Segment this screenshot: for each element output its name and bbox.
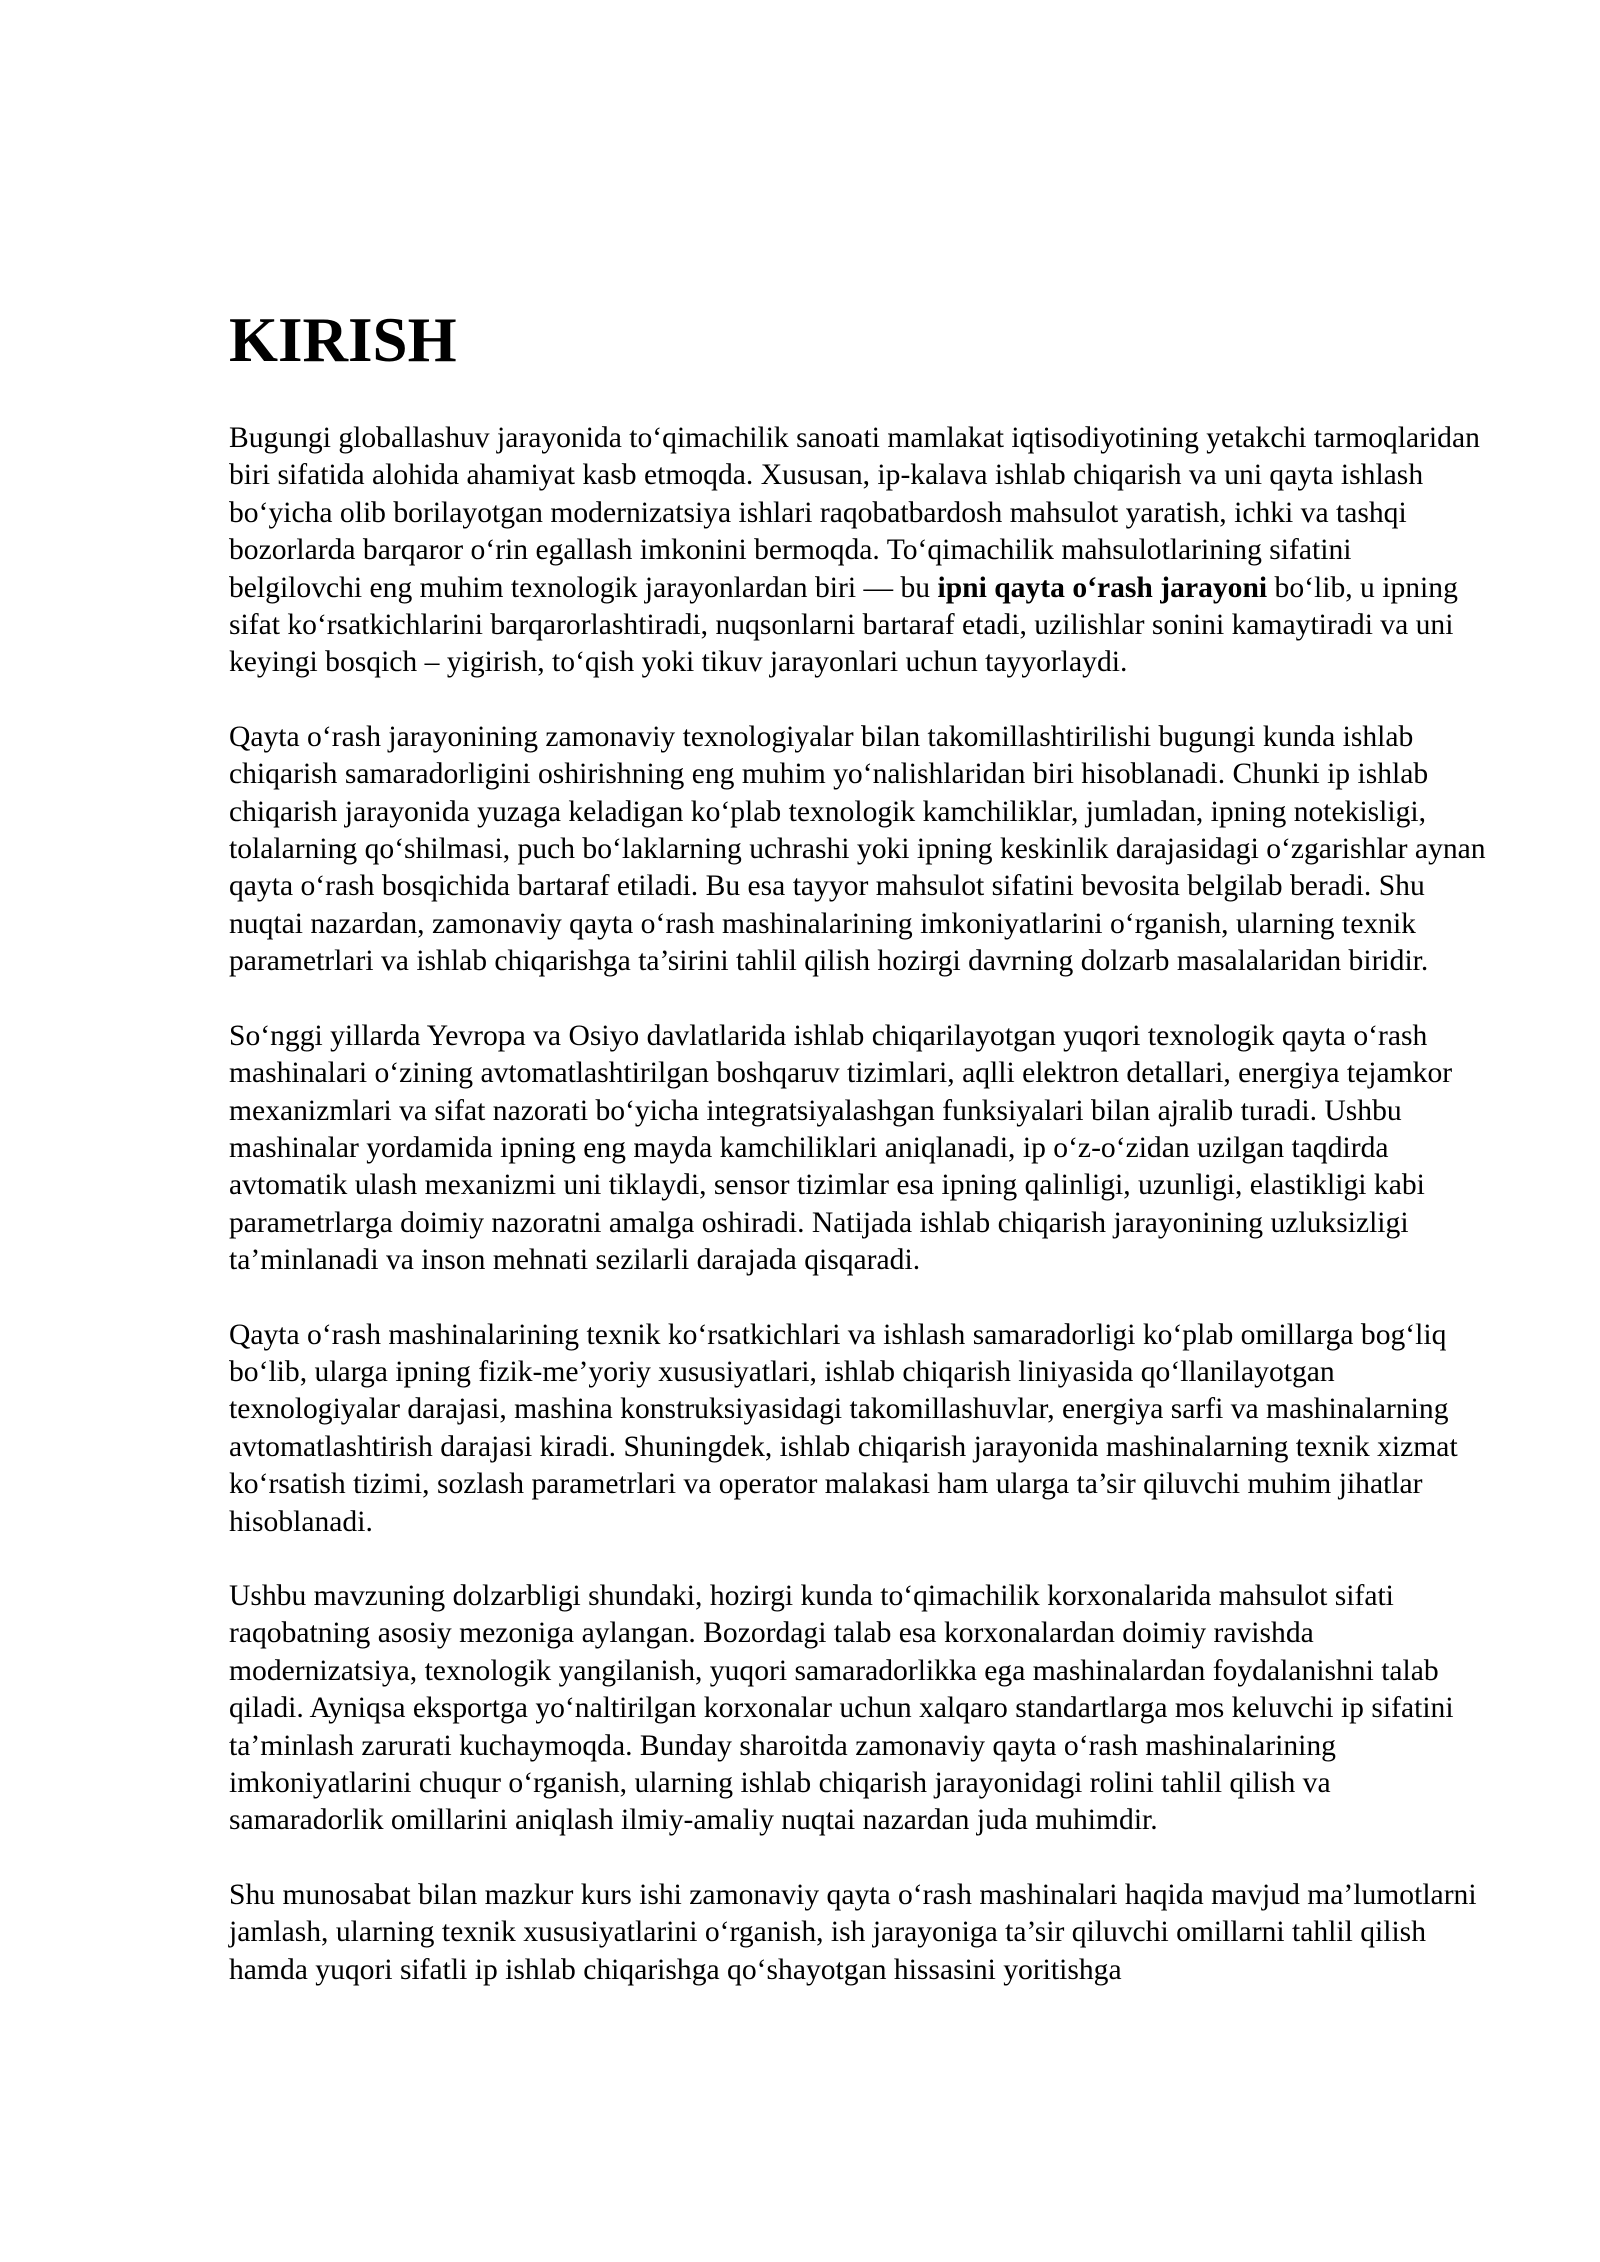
page-title: KIRISH: [229, 305, 457, 375]
paragraph-5: Ushbu mavzuning dolzarbligi shundaki, hozirgi kunda to‘qimachilik korxonalarida mahsulot sifati raqobatning asosiy mezoniga aylangan. Bozordagi talab esa korxonalardan doimiy ravishda modernizatsiya, texnologik yangilanish, yuqori samaradorlikka ega mashinalardan foydalanishni talab qiladi. Ayniqsa eksportga yo‘naltirilgan korxonalar uchun xalqaro standartlarga mos keluvchi ip sifatini ta’minlash zarurati kuchaymoqda. Bunday sharoitda zamonaviy qayta o‘rash mashinalarining imkoniyatlarini chuqur o‘rganish, ularning ishlab chiqarish jarayonidagi rolini tahlil qilish va samaradorlik omillarini aniqlash ilmiy-amaliy nuqtai nazardan juda muhimdir.: [229, 1579, 1454, 1837]
document-page: [229, 300, 1489, 2026]
paragraph-1-bold-term: ipni qayta o‘rash jarayoni: [937, 571, 1268, 604]
paragraph-1-text-before: Bugungi globallashuv jarayonida to‘qimachilik sanoati mamlakat iqtisodiyotining yetakchi tarmoqlaridan biri sifatida alohida ahamiyat kasb etmoqda. Xususan, ip-kalava ishlab chiqarish va uni qayta ishlash bo‘yicha olib borilayotgan modernizatsiya ishlari raqobatbardosh mahsulot yaratish, ichki va tashqi bozorlarda barqaror o‘rin egallash imkonini bermoqda. To‘qimachilik mahsulotlarining sifatini belgilovchi eng muhim texnologik jarayonlardan biri — bu: [229, 422, 1480, 604]
paragraph-4: Qayta o‘rash mashinalarining texnik ko‘rsatkichlari va ishlash samaradorligi ko‘plab omillarga bog‘liq bo‘lib, ularga ipning fizik-me’yoriy xususiyatlari, ishlab chiqarish liniyasida qo‘llanilayotgan texnologiyalar darajasi, mashina konstruksiyasidagi takomillashuvlar, energiya sarfi va mashinalarning avtomatlashtirish darajasi kiradi. Shuningdek, ishlab chiqarish jarayonida mashinalarning texnik xizmat ko‘rsatish tizimi, sozlash parametrlari va operator malakasi ham ularga ta’sir qiluvchi muhim jihatlar hisoblanadi.: [229, 1318, 1458, 1538]
paragraph-6: Shu munosabat bilan mazkur kurs ishi zamonaviy qayta o‘rash mashinalari haqida mavjud ma’lumotlarni jamlash, ularning texnik xususiyatlarini o‘rganish, ish jarayoniga ta’sir qiluvchi omillarni tahlil qilish hamda yuqori sifatli ip ishlab chiqarishga qo‘shayotgan hissasini yoritishga: [229, 1878, 1477, 1986]
paragraph-3: So‘nggi yillarda Yevropa va Osiyo davlatlarida ishlab chiqarilayotgan yuqori texnologik qayta o‘rash mashinalari o‘zining avtomatlashtirilgan boshqaruv tizimlari, aqlli elektron detallari, energiya tejamkor mexanizmlari va sifat nazorati bo‘yicha integratsiyalashgan funksiyalari bilan ajralib turadi. Ushbu mashinalar yordamida ipning eng mayda kamchiliklari aniqlanadi, ip o‘z-o‘zidan uzilgan taqdirda avtomatik ulash mexanizmi uni tiklaydi, sensor tizimlar esa ipning qalinligi, uzunligi, elastikligi kabi parametrlarga doimiy nazoratni amalga oshiradi. Natijada ishlab chiqarish jarayonining uzluksizligi ta’minlanadi va inson mehnati sezilarli darajada qisqaradi.: [229, 1019, 1453, 1277]
paragraph-1-text-after: bo‘lib, u ipning sifat ko‘rsatkichlarini barqarorlashtiradi, nuqsonlarni bartaraf etadi, uzilishlar sonini kamaytiradi va uni keyingi bosqich – yigirish, to‘qish yoki tikuv jarayonlari uchun tayyorlaydi.: [229, 571, 1458, 679]
paragraph-2: Qayta o‘rash jarayonining zamonaviy texnologiyalar bilan takomillashtirilishi bugungi kunda ishlab chiqarish samaradorligini oshirishning eng muhim yo‘nalishlaridan biri hisoblanadi. Chunki ip ishlab chiqarish jarayonida yuzaga keladigan ko‘plab texnologik kamchiliklar, jumladan, ipning notekisligi, tolalarning qo‘shilmasi, puch bo‘laklarning uchrashi yoki ipning keskinlik darajasidagi o‘zgarishlar aynan qayta o‘rash bosqichida bartaraf etiladi. Bu esa tayyor mahsulot sifatini bevosita belgilab beradi. Shu nuqtai nazardan, zamonaviy qayta o‘rash mashinalarining imkoniyatlarini o‘rganish, ularning texnik parametrlari va ishlab chiqarishga ta’sirini tahlil qilish hozirgi davrning dolzarb masalalaridan biridir.: [229, 720, 1486, 978]
paragraph-1: [229, 420, 1489, 682]
